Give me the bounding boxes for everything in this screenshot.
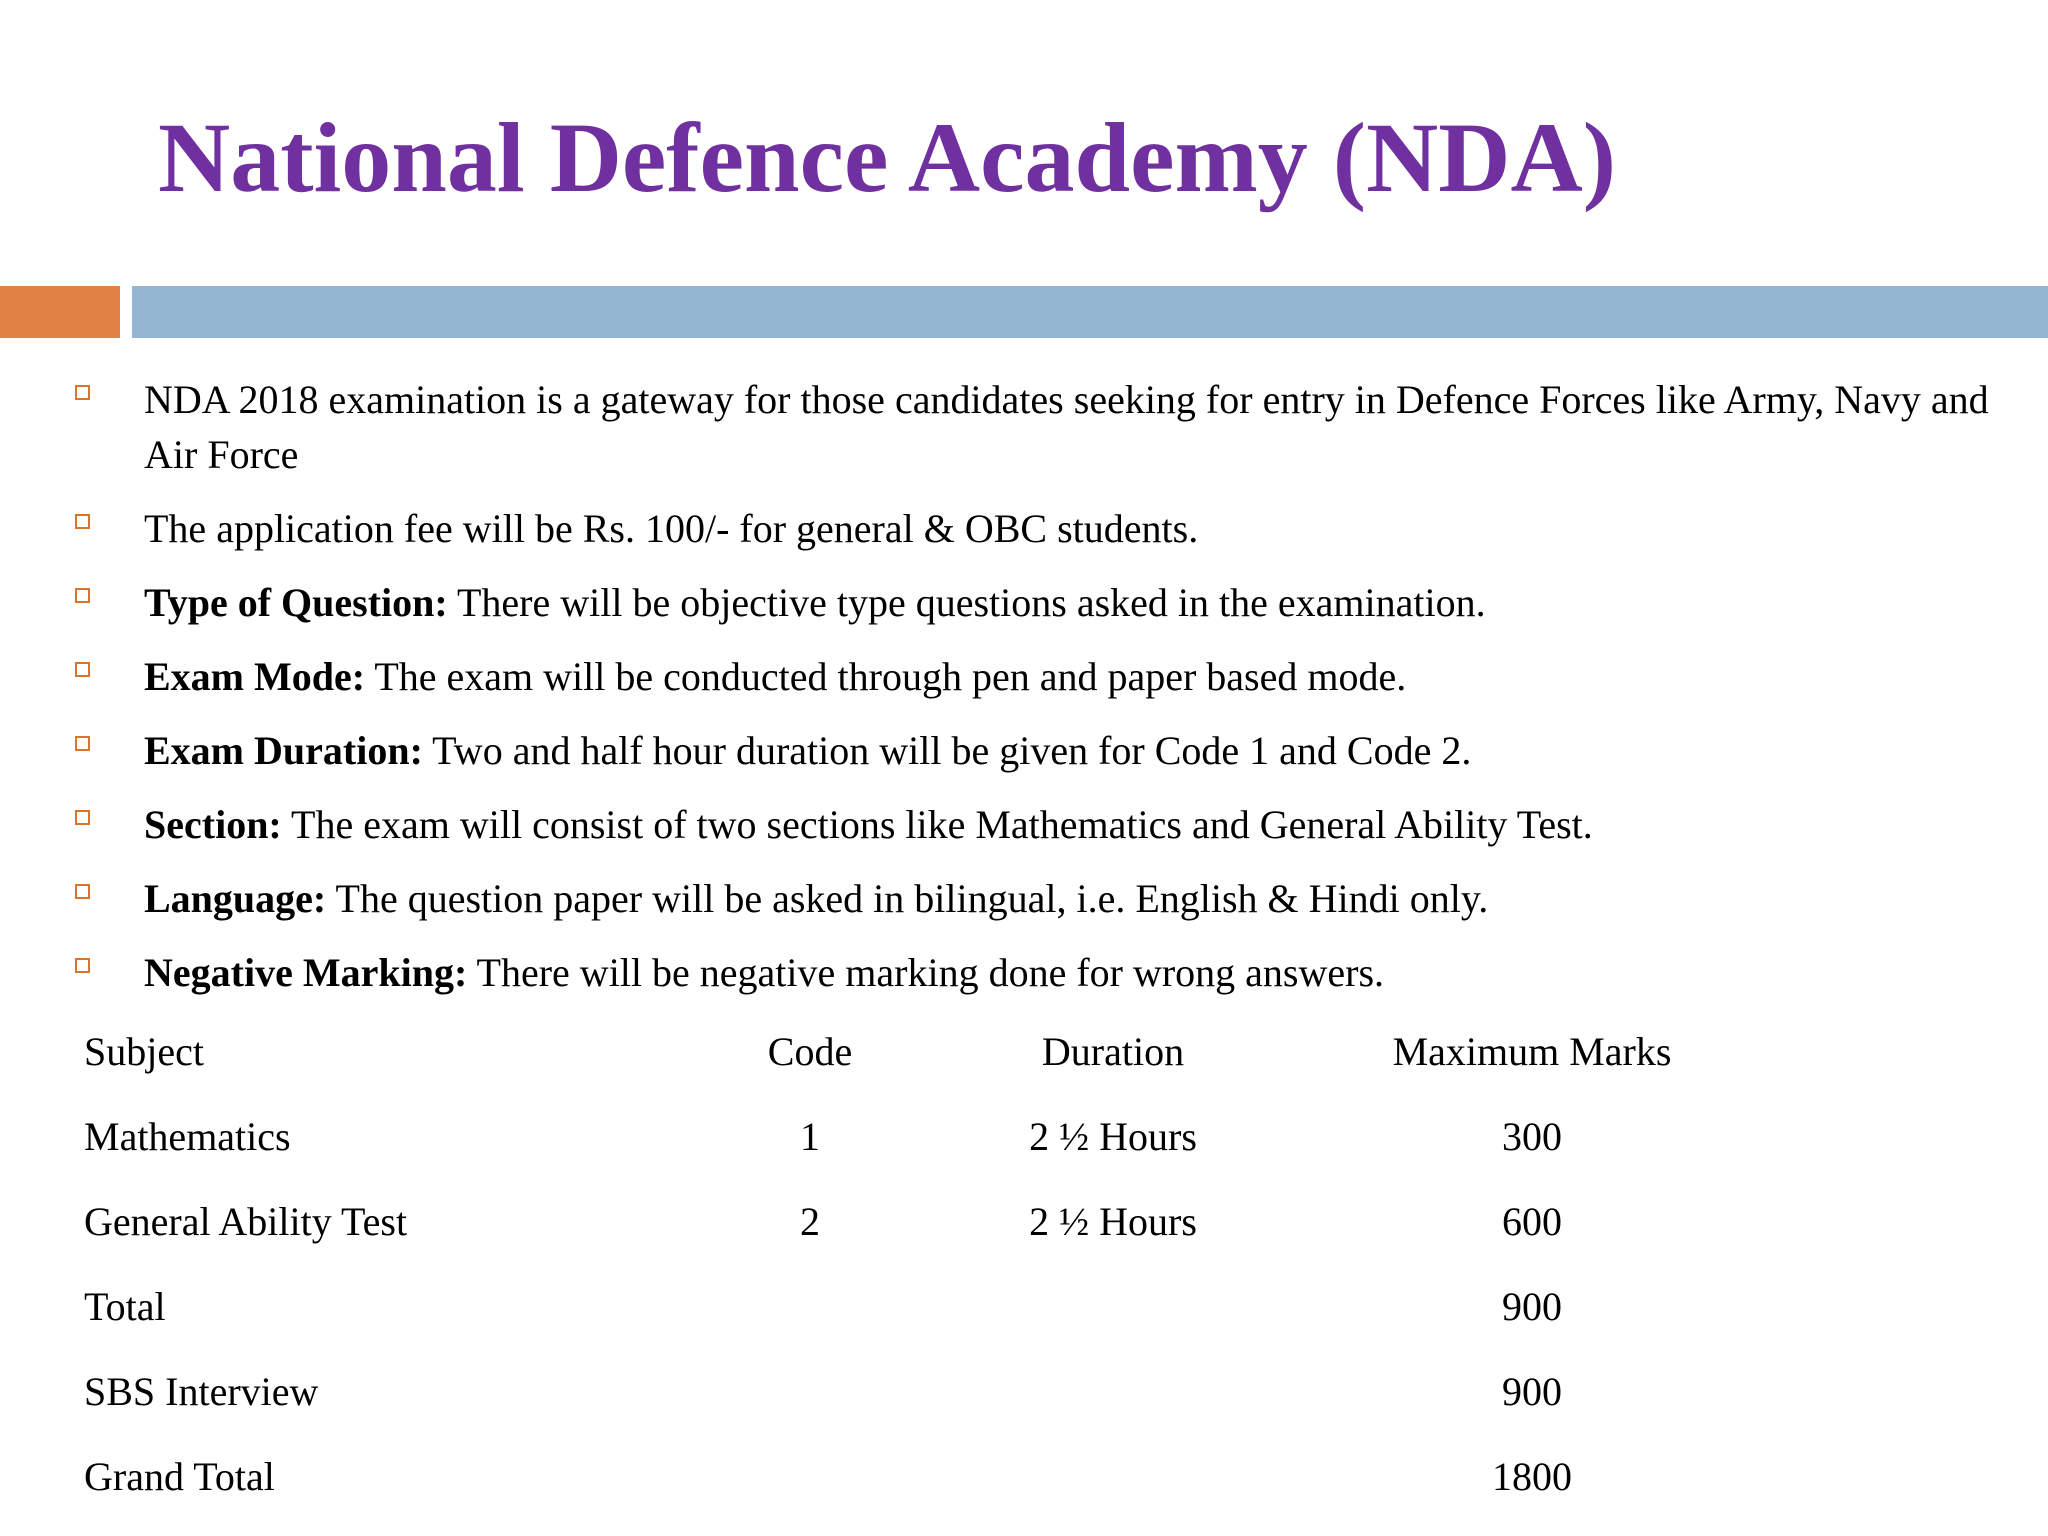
square-bullet-icon [75,736,90,751]
cell-marks: 900 [1502,1369,1562,1414]
bullet-list [0,372,2048,1019]
table-row [0,1105,2048,1190]
square-bullet-icon [75,514,90,529]
cell-subject: General Ability Test [84,1199,408,1244]
square-bullet-icon [75,810,90,825]
cell-subject: Grand Total [84,1454,275,1499]
table-row [0,1190,2048,1275]
bullet-text: The exam will be conducted through pen and paper based mode. [365,654,1407,699]
bullet-text: NDA 2018 examination is a gateway for those candidates seeking for entry in Defence Forces like Army, Navy and Air Force [144,377,1989,477]
square-bullet-icon [75,958,90,973]
accent-bar-orange [0,286,120,338]
cell-marks: 900 [1502,1284,1562,1329]
bullet-item [0,797,2048,852]
bullet-text: There will be objective type questions asked in the examination. [447,580,1486,625]
cell-subject: Mathematics [84,1114,291,1159]
bullet-text: The question paper will be asked in bilingual, i.e. English & Hindi only. [326,876,1489,921]
cell-marks: 1800 [1492,1454,1572,1499]
bullet-lead: Section: [144,802,282,847]
cell-subject: SBS Interview [84,1369,319,1414]
bullet-text: The application fee will be Rs. 100/- for general & OBC students. [144,506,1199,551]
cell-subject: Total [84,1284,166,1329]
bullet-item [0,945,2048,1000]
bullet-text: The exam will consist of two sections like Mathematics and General Ability Test. [281,802,1593,847]
bullet-item [0,723,2048,778]
bullet-item [0,871,2048,926]
bullet-lead: Language: [144,876,327,921]
bullet-lead: Exam Duration: [144,728,423,773]
header-maximum-marks: Maximum Marks [1392,1029,1672,1074]
header-subject: Subject [84,1029,204,1074]
bullet-lead: Type of Question: [144,580,448,625]
cell-marks: 300 [1502,1114,1562,1159]
cell-code: 1 [800,1114,820,1159]
cell-code: 2 [800,1199,820,1244]
table-row [0,1360,2048,1445]
bullet-lead: Negative Marking: [144,950,468,995]
square-bullet-icon [75,385,90,400]
bullet-item [0,372,2048,482]
accent-bar-blue [132,286,2048,338]
bullet-item [0,649,2048,704]
bullet-item [0,501,2048,556]
table-row [0,1445,2048,1530]
bullet-text: There will be negative marking done for wrong answers. [467,950,1385,995]
table-row [0,1275,2048,1360]
cell-duration: 2 ½ Hours [1029,1199,1197,1244]
bullet-text: Two and half hour duration will be given for Code 1 and Code 2. [422,728,1472,773]
square-bullet-icon [75,588,90,603]
page-title: National Defence Academy (NDA) [158,102,1617,213]
header-code: Code [767,1029,853,1074]
cell-marks: 600 [1502,1199,1562,1244]
square-bullet-icon [75,662,90,677]
marks-table [0,1020,2048,1530]
table-header-row [0,1020,2048,1105]
header-duration: Duration [1041,1029,1185,1074]
square-bullet-icon [75,884,90,899]
cell-duration: 2 ½ Hours [1029,1114,1197,1159]
bullet-item [0,575,2048,630]
bullet-lead: Exam Mode: [144,654,366,699]
